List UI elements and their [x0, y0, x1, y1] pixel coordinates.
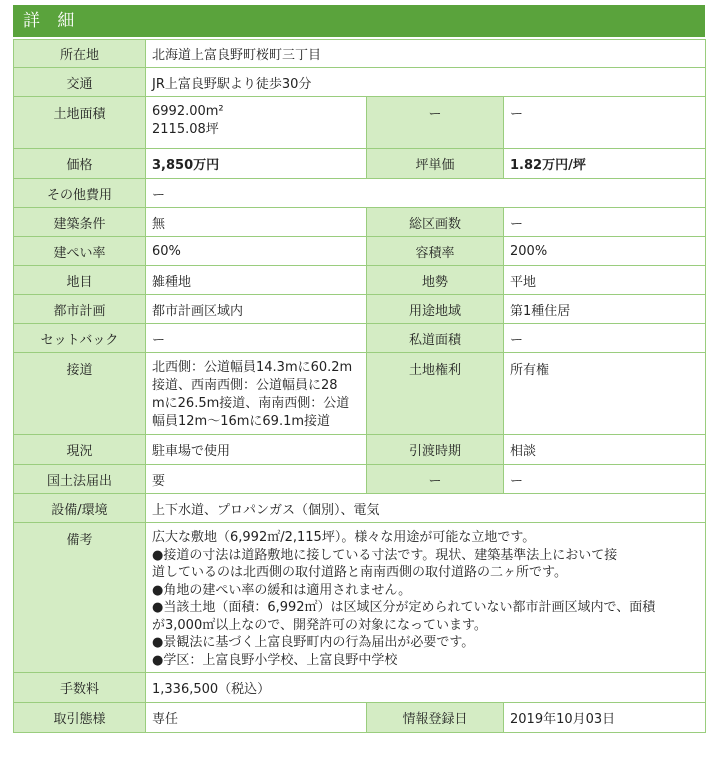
row-building-condition — [14, 208, 706, 237]
value-private-road: ー — [504, 324, 706, 353]
value-price: 3,850万円 — [146, 149, 367, 179]
remarks-line: ●接道の寸法は道路敷地に接している寸法です。現状、建築基準法上において接 — [152, 547, 618, 563]
remarks-line: が3,000㎡以上なので、開発許可の対象になっています。 — [152, 617, 487, 633]
road-access-line: 北西側：公道幅員14.3mに60.2m — [152, 360, 353, 375]
row-setback — [14, 324, 706, 353]
row-coverage — [14, 237, 706, 266]
row-land-law — [14, 465, 706, 494]
details-table — [13, 39, 706, 733]
label-land-area-2: ー — [367, 97, 504, 149]
remarks-line: 道しているのは北西側の取付道路と南南西側の取付道路の二ヶ所です。 — [152, 565, 567, 580]
remarks-line: ●当該土地（面積：6,992㎡）は区域区分が定められていない都市計画区域内で、面積 — [152, 600, 656, 615]
value-fee: 1,336,500（税込） — [146, 673, 706, 703]
label-city-planning: 都市計画 — [14, 295, 146, 324]
label-remarks: 備考 — [14, 523, 146, 673]
label-other-costs: その他費用 — [14, 179, 146, 208]
value-setback: ー — [146, 324, 367, 353]
value-floor-ratio: 200% — [504, 237, 706, 266]
label-transport: 交通 — [14, 68, 146, 97]
remarks-line: 広大な敷地（6,992㎡/2,115坪）。様々な用途が可能な立地です。 — [152, 530, 536, 545]
label-floor-ratio: 容積率 — [367, 237, 504, 266]
value-land-area-2: ー — [504, 97, 706, 149]
value-other-costs: ー — [146, 179, 706, 208]
label-unit-price: 坪単価 — [367, 149, 504, 179]
value-coverage: 60% — [146, 237, 367, 266]
value-land-category: 雑種地 — [146, 266, 367, 295]
road-access-line: 幅員12m〜16mに69.1m接道 — [152, 414, 331, 429]
details-panel — [13, 5, 705, 733]
value-remarks — [146, 523, 706, 673]
row-land-category — [14, 266, 706, 295]
row-facilities — [14, 494, 706, 523]
label-coverage: 建ぺい率 — [14, 237, 146, 266]
value-building-condition: 無 — [146, 208, 367, 237]
value-land-rights: 所有権 — [504, 353, 706, 435]
value-registration-date: 2019年10月03日 — [504, 703, 706, 733]
label-transaction: 取引態様 — [14, 703, 146, 733]
value-current-status: 駐車場で使用 — [146, 435, 367, 465]
label-fee: 手数料 — [14, 673, 146, 703]
row-transport — [14, 68, 706, 97]
land-area-sqm: 6992.00m² — [152, 104, 224, 119]
road-access-line: 接道、西南西側：公道幅員に28 — [152, 378, 338, 393]
label-zoning: 用途地域 — [367, 295, 504, 324]
label-current-status: 現況 — [14, 435, 146, 465]
value-unit-price: 1.82万円/坪 — [504, 149, 706, 179]
land-area-tsubo: 2115.08坪 — [152, 122, 219, 137]
label-land-law: 国土法届出 — [14, 465, 146, 494]
row-transaction — [14, 703, 706, 733]
label-land-law-2: ー — [367, 465, 504, 494]
row-land-area — [14, 97, 706, 149]
label-land-rights: 土地権利 — [367, 353, 504, 435]
value-facilities: 上下水道、プロパンガス（個別）、電気 — [146, 494, 706, 523]
label-building-condition: 建築条件 — [14, 208, 146, 237]
label-land-area: 土地面積 — [14, 97, 146, 149]
row-city-planning — [14, 295, 706, 324]
row-road-access — [14, 353, 706, 435]
road-access-line: mに26.5m接道、南南西側：公道 — [152, 396, 350, 411]
value-terrain: 平地 — [504, 266, 706, 295]
remarks-line: ●角地の建ぺい率の緩和は適用されません。 — [152, 582, 412, 598]
row-price — [14, 149, 706, 179]
value-total-lots: ー — [504, 208, 706, 237]
value-location: 北海道上富良野町桜町三丁目 — [146, 40, 706, 68]
row-fee — [14, 673, 706, 703]
label-private-road: 私道面積 — [367, 324, 504, 353]
row-other-costs — [14, 179, 706, 208]
value-delivery: 相談 — [504, 435, 706, 465]
section-header: 詳 細 — [13, 5, 705, 37]
row-location — [14, 40, 706, 68]
value-transaction: 専任 — [146, 703, 367, 733]
value-road-access — [146, 353, 367, 435]
label-location: 所在地 — [14, 40, 146, 68]
label-facilities: 設備/環境 — [14, 494, 146, 523]
label-total-lots: 総区画数 — [367, 208, 504, 237]
remarks-line: ●学区：上富良野小学校、上富良野中学校 — [152, 652, 398, 668]
label-land-category: 地目 — [14, 266, 146, 295]
row-remarks — [14, 523, 706, 673]
label-terrain: 地勢 — [367, 266, 504, 295]
label-price: 価格 — [14, 149, 146, 179]
label-road-access: 接道 — [14, 353, 146, 435]
remarks-line: ●景観法に基づく上富良野町内の行為届出が必要です。 — [152, 635, 475, 650]
value-land-law: 要 — [146, 465, 367, 494]
label-setback: セットバック — [14, 324, 146, 353]
label-registration-date: 情報登録日 — [367, 703, 504, 733]
label-delivery: 引渡時期 — [367, 435, 504, 465]
value-zoning: 第1種住居 — [504, 295, 706, 324]
value-transport: JR上富良野駅より徒歩30分 — [146, 68, 706, 97]
value-city-planning: 都市計画区域内 — [146, 295, 367, 324]
value-land-law-2: ー — [504, 465, 706, 494]
value-land-area — [146, 97, 367, 149]
row-current-status — [14, 435, 706, 465]
